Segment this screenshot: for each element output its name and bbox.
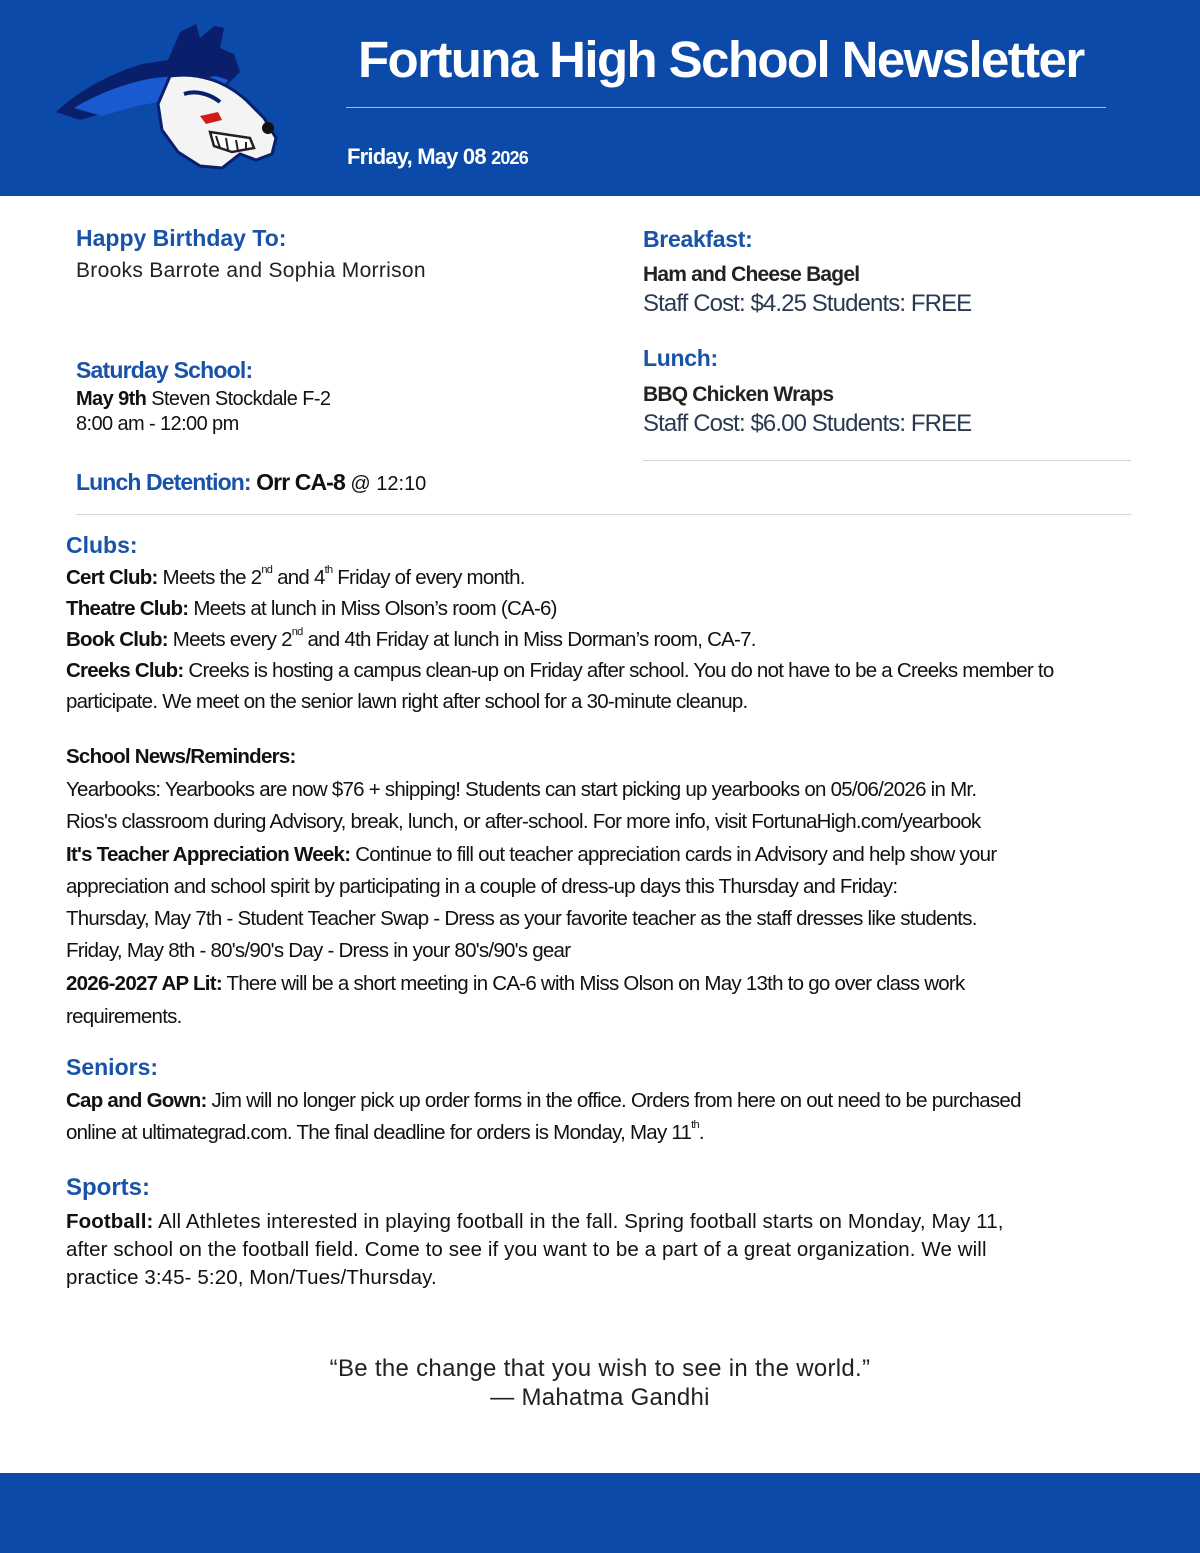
- cap-gown-text-1: Jim will no longer pick up order forms in the office. Orders from here on out need to be purchased: [206, 1089, 1021, 1112]
- book-club-line: [66, 628, 756, 652]
- football-line-3: practice 3:45- 5:20, Mon/Tues/Thursday.: [66, 1266, 437, 1289]
- lunch-heading: Lunch:: [643, 345, 718, 371]
- theatre-club-text: Meets at lunch in Miss Olson’s room (CA-6): [188, 597, 557, 620]
- theatre-club-label: Theatre Club:: [66, 597, 189, 620]
- football-line-2: after school on the football field. Come to see if you want to be a part of a great organization. We will: [66, 1238, 987, 1261]
- newsletter-footer: [0, 1473, 1200, 1553]
- creeks-club-line-2: participate. We meet on the senior lawn right after school for a 30-minute cleanup.: [66, 690, 748, 713]
- teacher-week-label: It's Teacher Appreciation Week:: [66, 843, 351, 866]
- newsletter-date: [347, 144, 528, 170]
- book-club-text-b: and 4th Friday at lunch in Miss Dorman’s room, CA-7.: [302, 628, 756, 651]
- creeks-club-text-1: Creeks is hosting a campus clean-up on Friday after school. You do not have to be a Creeks member to: [183, 659, 1054, 682]
- football-line: [66, 1210, 1004, 1234]
- cert-club-label: Cert Club:: [66, 566, 158, 589]
- date-text: Friday, May 08: [347, 144, 486, 169]
- book-club-label: Book Club:: [66, 628, 168, 651]
- cert-club-text-c: Friday of every month.: [332, 566, 525, 589]
- creeks-club-label: Creeks Club:: [66, 659, 184, 682]
- cap-gown-sup: th: [691, 1119, 699, 1131]
- cap-gown-line: [66, 1089, 1021, 1113]
- wolf-mascot-icon: [50, 20, 282, 172]
- saturday-school-time: 8:00 am - 12:00 pm: [76, 413, 239, 435]
- cap-gown-end: .: [698, 1121, 704, 1144]
- football-label: Football:: [66, 1210, 154, 1233]
- teacher-week-line-2: appreciation and school spirit by participating in a couple of dress-up days this Thursday and Friday:: [66, 875, 898, 898]
- teacher-week-text-1: Continue to fill out teacher appreciation cards in Advisory and help show your: [350, 843, 997, 866]
- quote-author: — Mahatma Gandhi: [490, 1384, 710, 1411]
- quote-text: “Be the change that you wish to see in the world.”: [329, 1355, 871, 1382]
- cap-gown-label: Cap and Gown:: [66, 1089, 207, 1112]
- lunch-cost: Staff Cost: $6.00 Students: FREE: [643, 410, 972, 437]
- lunch-detention: [76, 469, 426, 496]
- breakfast-cost: Staff Cost: $4.25 Students: FREE: [643, 290, 972, 317]
- book-club-sup: nd: [291, 626, 303, 638]
- saturday-school-details: [76, 388, 330, 411]
- cap-gown-line-2: [66, 1121, 704, 1145]
- section-divider: [76, 514, 1131, 515]
- birthday-names: Brooks Barrote and Sophia Morrison: [76, 259, 426, 282]
- cert-club-text-a: Meets the 2: [157, 566, 262, 589]
- ap-lit-line-2: requirements.: [66, 1005, 182, 1028]
- lunch-item: BBQ Chicken Wraps: [643, 383, 834, 406]
- cert-club-sup-1: nd: [261, 564, 273, 576]
- cert-club-text-b: and 4: [272, 566, 325, 589]
- birthday-heading: Happy Birthday To:: [76, 225, 287, 251]
- clubs-heading: Clubs:: [66, 532, 138, 558]
- newsletter-title: Fortuna High School Newsletter: [358, 31, 1084, 88]
- yearbook-line-1: Yearbooks: Yearbooks are now $76 + shipping! Students can start picking up yearbooks on 05/06/2026 in Mr.: [66, 778, 977, 801]
- breakfast-heading: Breakfast:: [643, 226, 753, 252]
- saturday-school-info: Steven Stockdale F-2: [146, 388, 331, 410]
- seniors-heading: Seniors:: [66, 1054, 159, 1080]
- friday-dress-up: Friday, May 8th - 80's/90's Day - Dress in your 80's/90's gear: [66, 939, 571, 962]
- thursday-dress-up: Thursday, May 7th - Student Teacher Swap - Dress as your favorite teacher as the staff dresses like students.: [66, 907, 977, 930]
- news-heading-text: School News/Reminders:: [66, 745, 296, 768]
- ap-lit-label: 2026-2027 AP Lit:: [66, 972, 222, 995]
- menu-divider: [643, 460, 1131, 461]
- football-text-1: All Athletes interested in playing football in the fall. Spring football starts on Monday, May 11,: [153, 1210, 1004, 1233]
- lunch-detention-who: Orr CA-8: [250, 469, 345, 495]
- sports-heading: Sports:: [66, 1174, 150, 1201]
- title-divider: [346, 107, 1106, 108]
- theatre-club-line: [66, 597, 557, 621]
- yearbook-line-2: Rios's classroom during Advisory, break, lunch, or after-school. For more info, visit FortunaHigh.com/yearbook: [66, 810, 981, 833]
- lunch-detention-time: @ 12:10: [344, 473, 427, 495]
- teacher-week-line: [66, 843, 996, 867]
- news-heading: [66, 745, 296, 769]
- cert-club-line: [66, 566, 525, 590]
- lunch-detention-label: Lunch Detention:: [76, 469, 251, 495]
- book-club-text-a: Meets every 2: [167, 628, 292, 651]
- creeks-club-line: [66, 659, 1054, 683]
- date-year: 2026: [491, 148, 528, 168]
- ap-lit-text-1: There will be a short meeting in CA-6 with Miss Olson on May 13th to go over class work: [221, 972, 965, 995]
- cap-gown-text-2: online at ultimategrad.com. The final deadline for orders is Monday, May 11: [66, 1121, 692, 1144]
- ap-lit-line: [66, 972, 964, 996]
- breakfast-item: Ham and Cheese Bagel: [643, 263, 860, 286]
- cert-club-sup-2: th: [324, 564, 333, 576]
- saturday-school-date: May 9th: [76, 388, 147, 410]
- saturday-school-heading: Saturday School:: [76, 357, 253, 383]
- newsletter-header: [0, 0, 1200, 196]
